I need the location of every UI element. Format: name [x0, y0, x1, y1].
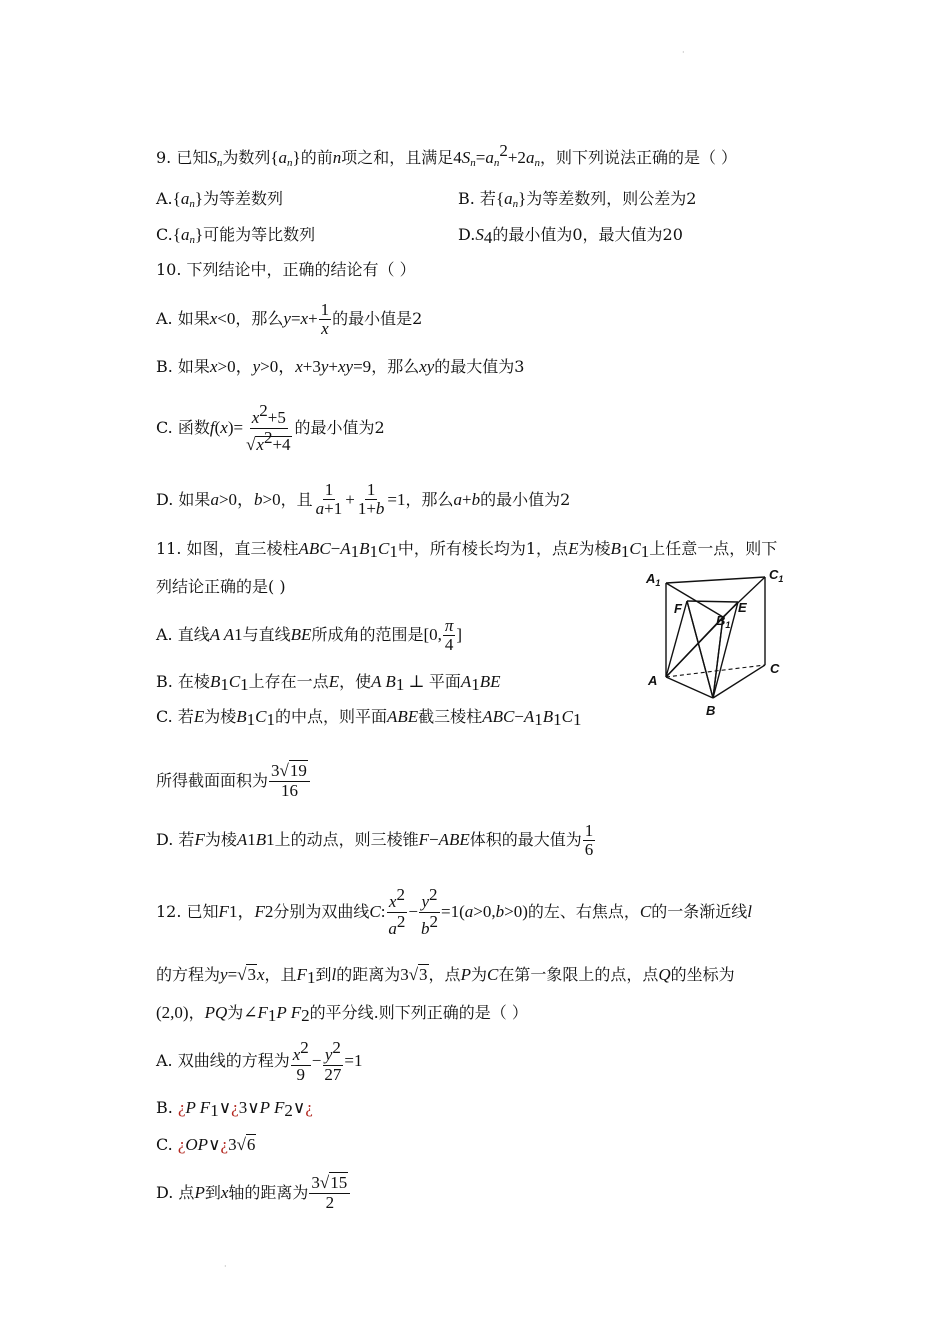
- q9-option-d: $D.S_4$的最小值为0，最大值为20: [458, 225, 683, 247]
- q10-stem: 10. 下列结论中，正确的结论有（ ）: [156, 260, 416, 279]
- decorative-dot: ·: [682, 48, 685, 57]
- q12-option-b: B. ¿P $F_1\vee¿3\vee P$ $F_2\vee¿$: [156, 1098, 313, 1120]
- q12-stem-line3: (2,0)，PQ为$\angle F_1P$ $F_2$的平分线.则下列正确的是（ ）: [156, 1003, 528, 1025]
- q12-option-c: C. ¿OP∨¿3√6: [156, 1135, 256, 1154]
- q12-stem-line1: 12. 已知 F 1 ， F 2 分别为双曲线 C : $\frac{x^2}{a^2}$ − $\frac{y^2}{b^2}$ =1( a >0, b >0) 的左、右焦点， C 的一条渐近线 l: [156, 884, 752, 938]
- q11-option-d: D. 若 F 为棱 A 1 B 1 上的动点，则三棱锥 F − ABE 体积的最大值为 $\frac{1}{6}$: [156, 820, 594, 859]
- svg-text:A: A: [648, 673, 658, 688]
- q9-option-a: $A.\{a_n\}$为等差数列: [156, 189, 283, 210]
- q11-stem-line2: 列结论正确的是( ): [156, 577, 286, 596]
- prism-figure: [640, 565, 800, 725]
- q10-option-a: A. 如果 x <0 ，那么 y = x + $\frac{1}{x}$ 的最小值是2: [156, 299, 423, 338]
- decorative-dot: ·: [224, 1262, 227, 1271]
- q10-option-d: D. 如果 a >0， b >0 ，且 $\frac{1}{a+1}$ + $\frac{1}{1+b}$ =1 ，那么 a + b 的最小值为2: [156, 480, 571, 518]
- q11-option-c-cont: 所得截面面积为 $\frac{3√19}{16}$: [156, 758, 311, 804]
- q11-option-c: C. 若E为棱$B_1C_1$的中点，则平面ABE截三棱柱$ABC-A_1B_1C_1$: [156, 707, 582, 729]
- q11-option-b: B. 在棱$B_1C_1$上存在一点E，使A $B_1$ ⊥ 平面$A_1BE$: [156, 672, 501, 694]
- q9-option-b: B. 若$\{a_n\}$为等差数列，则公差为2: [458, 189, 697, 210]
- svg-text:B1: $B_1$: [716, 613, 731, 630]
- q12-option-a: A. 双曲线的方程为 $\frac{x^2}{9}$ − $\frac{y^2}{27}$ =1: [156, 1037, 363, 1084]
- q11-stem-line1: 11. 如图，直三棱柱$ABC-A_1B_1C_1$中，所有棱长均为1，点E为棱$B_1C_1$上任意一点，则下: [156, 539, 778, 561]
- svg-text:E: E: [738, 600, 747, 615]
- svg-text:B: B: [706, 703, 716, 718]
- q11-option-a: A. 直线 A A 1 与直线 BE 所成角的范围是 [0, $\frac{\pi}{4}$ ]: [156, 615, 463, 654]
- svg-text:C: C: [770, 661, 780, 676]
- q9-option-c: $C.\{a_n\}$可能为等比数列: [156, 225, 316, 246]
- q12-option-d: D. 点 P 到 x 轴的距离为 $\frac{3√15}{2}$: [156, 1170, 351, 1216]
- svg-text:C1: $C_1$: [769, 567, 784, 584]
- q10-option-b: B. 如果x>0，y>0，x+3y+xy=9，那么xy的最大值为3: [156, 357, 525, 376]
- svg-text:F: F: [674, 601, 682, 616]
- q10-option-c: C. 函数 f ( x )= $\frac{x^2+5}{√x^2+4}$ 的最小值为2: [156, 400, 385, 454]
- svg-text:A1: $A_1$: [646, 571, 661, 588]
- q12-stem-line2: 的方程为y=√3x，且$F_1$到l的距离为3√3，点P为C在第一象限上的点，点Q的坐标为: [156, 965, 735, 987]
- q9-stem: 9. 已知$S_n$为数列$\{a_n\}$的前n项之和，且满足$4S_n=a_n^2+2a_n$，则下列说法正确的是（ ）: [156, 141, 738, 169]
